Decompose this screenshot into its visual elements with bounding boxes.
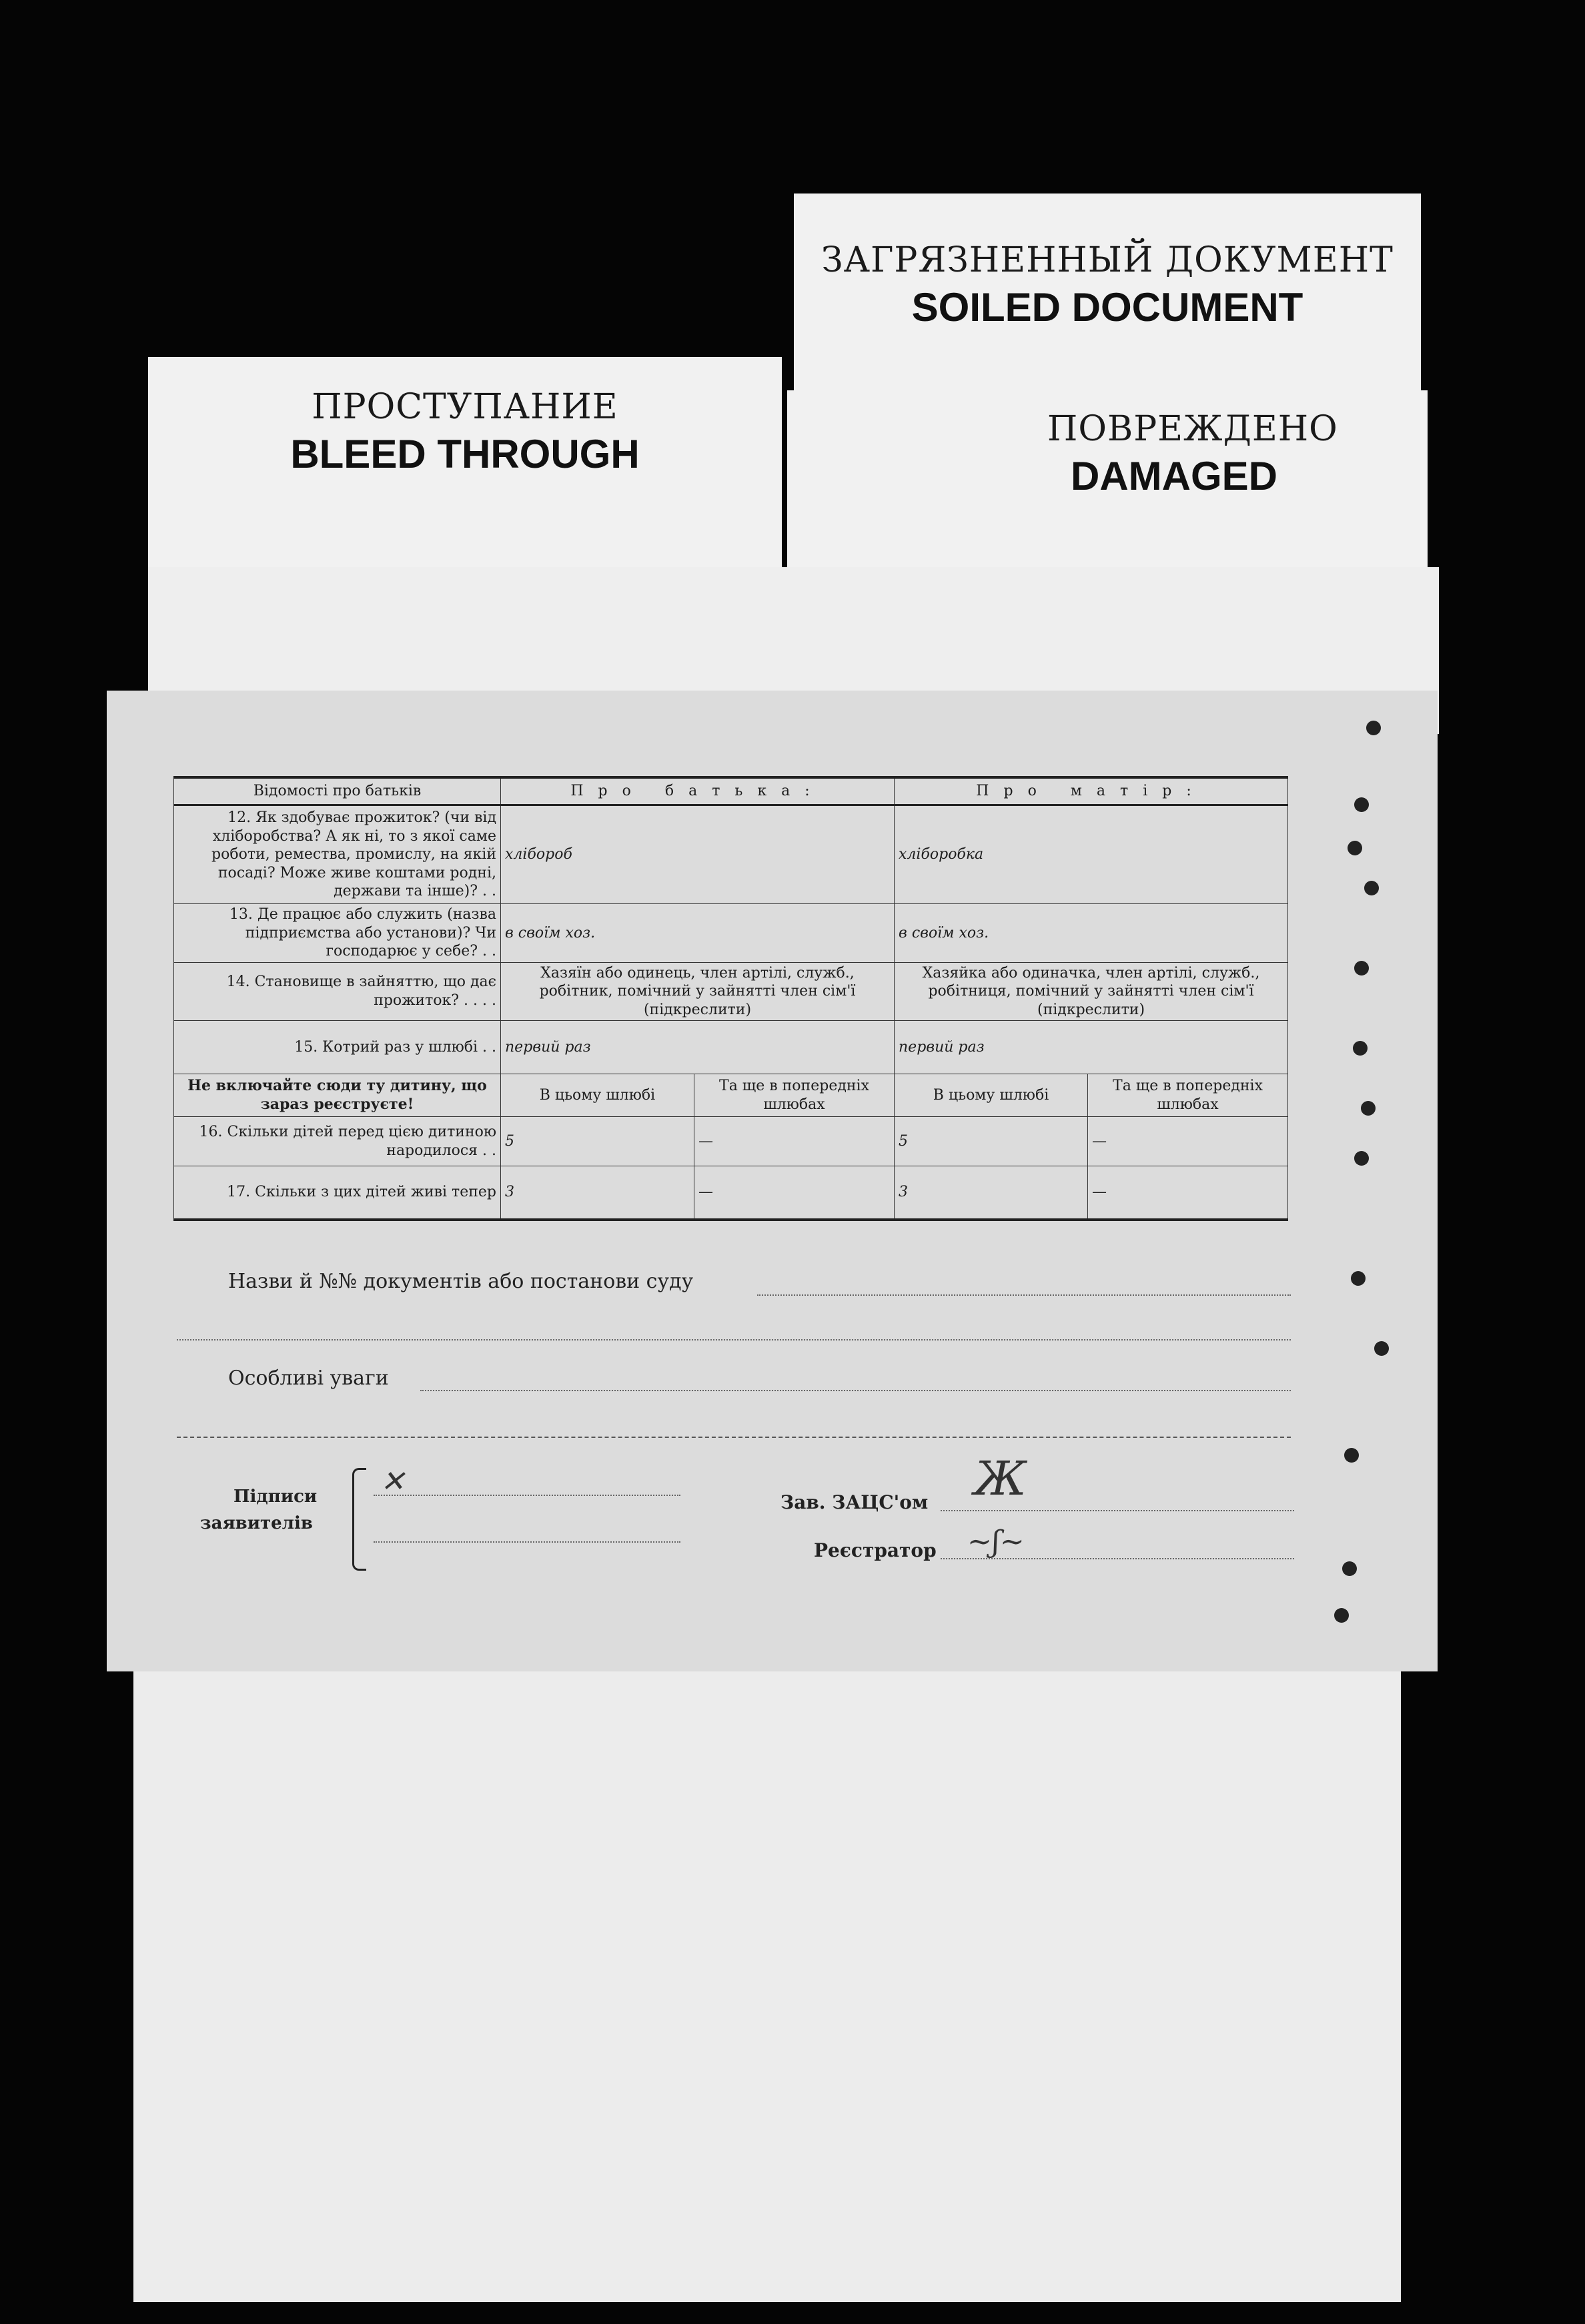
punch-hole bbox=[1354, 797, 1369, 812]
table-row bbox=[174, 1117, 1288, 1166]
punch-hole bbox=[1354, 1151, 1369, 1166]
answer-16-mother-previous: — bbox=[1088, 1117, 1288, 1166]
answer-15-mother: первий раз bbox=[895, 1021, 1288, 1074]
answer-17-mother-previous: — bbox=[1088, 1166, 1288, 1220]
question-12: 12. Як здобуває прожиток? (чи від хліборобства? А як ні, то з якої саме роботи, ремества, промислу, на якій посаді? Може живе коштами родні, держави та інше)? . . bbox=[174, 805, 501, 904]
notes-line bbox=[420, 1390, 1291, 1391]
punch-hole bbox=[1344, 1448, 1359, 1463]
registrar-signature: ~ʃ~ bbox=[967, 1525, 1025, 1559]
punch-hole bbox=[1374, 1341, 1389, 1356]
question-17: 17. Скільки з цих дітей живі тепер bbox=[174, 1166, 501, 1220]
answer-14-father: Хазяїн або одинець, член артілі, служб., робітник, помічний у зайнятті член сім'ї (підкреслити) bbox=[501, 962, 895, 1021]
soiled-document-card bbox=[794, 193, 1421, 414]
applicants-label-1: Підписи bbox=[233, 1487, 318, 1507]
notes-line-2 bbox=[177, 1437, 1291, 1438]
head-label: Зав. ЗАЦС'ом bbox=[780, 1491, 929, 1513]
answer-16-father-current: 5 bbox=[501, 1117, 694, 1166]
registrar-label: Реєстратор bbox=[814, 1539, 937, 1561]
answer-17-father-previous: — bbox=[694, 1166, 895, 1220]
head-signature-line bbox=[941, 1510, 1294, 1511]
punch-hole bbox=[1348, 841, 1362, 855]
damaged-card-ru: ПОВРЕЖДЕНО bbox=[1047, 409, 1338, 449]
notes-label: Особливі уваги bbox=[228, 1367, 389, 1390]
punch-hole bbox=[1354, 961, 1369, 976]
answer-14-mother: Хазяйка або одиначка, член артілі, служб., робітниця, помічний у зайнятті член сім'ї (підкреслити) bbox=[895, 962, 1288, 1021]
answer-16-mother-current: 5 bbox=[895, 1117, 1088, 1166]
punch-hole bbox=[1351, 1271, 1366, 1286]
soiled-card-en: SOILED DOCUMENT bbox=[911, 285, 1303, 330]
mother-previous-marriages-header: Та ще в попередніх шлюбах bbox=[1088, 1074, 1288, 1117]
children-note: Не включайте сюди ту дитину, що зараз реєструєте! bbox=[174, 1074, 501, 1117]
table-row bbox=[174, 904, 1288, 963]
punch-hole bbox=[1366, 721, 1381, 735]
answer-15-father: первий раз bbox=[501, 1021, 895, 1074]
answer-13-mother: в своїм хоз. bbox=[895, 904, 1288, 963]
damaged-document-card bbox=[787, 390, 1428, 591]
documents-line bbox=[757, 1294, 1291, 1296]
table-row bbox=[174, 1074, 1288, 1117]
applicant-signature-line-1 bbox=[374, 1495, 680, 1496]
table-row bbox=[174, 962, 1288, 1021]
header-father: Про батька: bbox=[501, 777, 895, 805]
answer-12-mother: хліборобка bbox=[895, 805, 1288, 904]
table-row bbox=[174, 805, 1288, 904]
answer-16-father-previous: — bbox=[694, 1117, 895, 1166]
parents-table bbox=[173, 776, 1288, 1221]
answer-13-father: в своїм хоз. bbox=[501, 904, 895, 963]
punch-hole bbox=[1342, 1561, 1357, 1576]
punch-hole bbox=[1334, 1608, 1349, 1623]
answer-17-father-current: 3 bbox=[501, 1166, 694, 1220]
question-16: 16. Скільки дітей перед цією дитиною народилося . . bbox=[174, 1117, 501, 1166]
question-15: 15. Котрий раз у шлюбі . . bbox=[174, 1021, 501, 1074]
punch-hole bbox=[1364, 881, 1379, 895]
documents-line-2 bbox=[177, 1339, 1291, 1340]
punch-hole bbox=[1353, 1041, 1368, 1056]
applicant-signature-line-2 bbox=[374, 1541, 680, 1543]
documents-label: Назви й №№ документів або постанови суду bbox=[228, 1270, 694, 1293]
table-row bbox=[174, 1166, 1288, 1220]
question-14: 14. Становище в зайняттю, що дає прожиток? . . . . bbox=[174, 962, 501, 1021]
question-13: 13. Де працює або служить (назва підприємства або установи)? Чи господарює у себе? . . bbox=[174, 904, 501, 963]
applicant-signature-mark: ✕ bbox=[380, 1465, 405, 1499]
father-previous-marriages-header: Та ще в попередніх шлюбах bbox=[694, 1074, 895, 1117]
table-row bbox=[174, 1021, 1288, 1074]
header-parents-info: Відомості про батьків bbox=[174, 777, 501, 805]
header-mother: Про матір: bbox=[895, 777, 1288, 805]
answer-12-father: хлібороб bbox=[501, 805, 895, 904]
soiled-card-ru: ЗАГРЯЗНЕННЫЙ ДОКУМЕНТ bbox=[821, 240, 1394, 280]
head-signature: Ж bbox=[974, 1451, 1027, 1506]
registration-form bbox=[107, 691, 1438, 1671]
back-sheet bbox=[133, 1601, 1401, 2302]
damaged-card-en: DAMAGED bbox=[1071, 454, 1277, 498]
mother-current-marriage-header: В цьому шлюбі bbox=[895, 1074, 1088, 1117]
table-header-row bbox=[174, 777, 1288, 805]
bleed-card-ru: ПРОСТУПАНИЕ bbox=[312, 387, 618, 427]
applicants-label-2: заявителів bbox=[200, 1513, 313, 1533]
answer-17-mother-current: 3 bbox=[895, 1166, 1088, 1220]
father-current-marriage-header: В цьому шлюбі bbox=[501, 1074, 694, 1117]
punch-hole bbox=[1361, 1101, 1376, 1116]
bleed-card-en: BLEED THROUGH bbox=[290, 432, 640, 476]
bracket bbox=[352, 1468, 366, 1571]
